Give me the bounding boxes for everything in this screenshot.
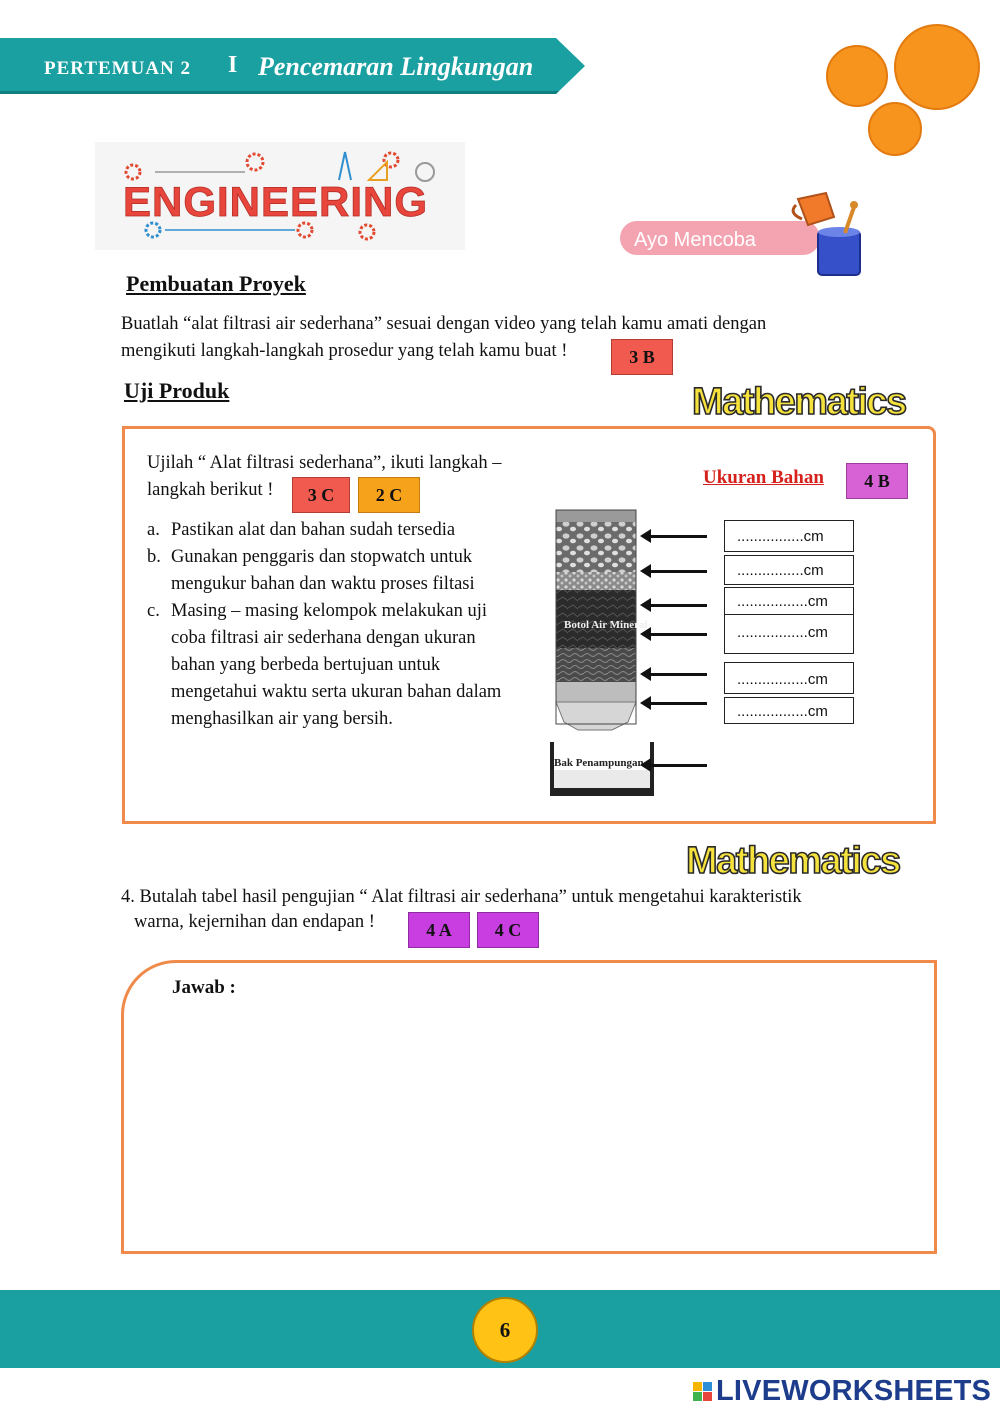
test-intro-line-1: Ujilah “ Alat filtrasi sederhana”, ikuti langkah – [147,453,502,473]
measure-input-4[interactable]: .................cm [724,614,854,654]
step-text: Masing – masing kelompok melakukan uji [171,601,487,621]
code-badge-4c: 4 C [477,912,539,948]
material-size-label: Ukuran Bahan [703,467,824,488]
liveworksheets-brand [693,1375,991,1408]
page-number: 6 [472,1297,538,1363]
engineering-logo-text: ENGINEERING [123,178,429,225]
arrow-layer-3 [649,604,707,607]
question4-line-1: 4. Butalah tabel hasil pengujian “ Alat filtrasi air sederhana” untuk mengetahui karakteristik [121,887,802,907]
project-text-line-2: mengikuti langkah-langkah prosedur yang telah kamu buat ! [121,341,568,361]
step-letter: a. [147,520,160,540]
arrow-layer-1 [649,535,707,538]
mathematics-logo [690,377,918,421]
engineering-logo [95,142,465,250]
ayo-mencoba-text: Ayo Mencoba [634,229,756,251]
arrow-layer-4 [649,633,707,636]
step-a [147,517,537,544]
header-title: Pencemaran Lingkungan [258,52,534,81]
water-filter-illustration [548,508,728,804]
test-intro-line-2: langkah berikut ! [147,480,274,500]
measure-input-5[interactable]: .................cm [724,662,854,694]
step-c [147,598,537,733]
arrow-layer-5 [649,673,707,676]
step-text: Pastikan alat dan bahan sudah tersedia [171,520,456,540]
steps-list [147,517,537,733]
step-text: bahan yang berbeda bertujuan untuk [171,655,441,675]
measure-input-6[interactable]: .................cm [724,697,854,724]
meeting-label: PERTEMUAN 2 [44,58,192,79]
code-badge-2c: 2 C [358,477,420,513]
answer-label: Jawab : [172,977,236,998]
step-letter: c. [147,601,160,621]
ayo-mencoba-badge [620,185,870,280]
arrow-layer-2 [649,570,707,573]
step-text: menghasilkan air yang bersih. [171,709,393,729]
step-letter: b. [147,547,161,567]
header-separator: I [228,52,238,78]
liveworksheets-text: LIVEWORKSHEETS [716,1375,992,1407]
mathematics-logo-text: Mathematics [692,381,906,421]
question4-line-2: warna, kejernihan dan endapan ! [134,912,375,932]
decor-circle-3 [868,102,922,156]
code-badge-4b: 4 B [846,463,908,499]
measure-input-3[interactable]: .................cm [724,587,854,615]
mathematics-logo-text: Mathematics [686,840,900,880]
bottle-label: Botol Air Mineral [564,619,648,631]
code-badge-3b: 3 B [611,339,673,375]
step-text: coba filtrasi air sederhana dengan ukuran [171,628,476,648]
decor-circle-1 [826,45,888,107]
mathematics-logo [684,836,912,880]
step-b [147,544,537,598]
step-text: mengetahui waktu serta ukuran bahan dalam [171,682,502,702]
measure-input-2[interactable]: ................cm [724,555,854,585]
project-text-line-1: Buatlah “alat filtrasi air sederhana” sesuai dengan video yang telah kamu amati dengan [121,314,767,334]
decor-circle-2 [894,24,980,110]
code-badge-4a: 4 A [408,912,470,948]
measure-input-1[interactable]: ................cm [724,520,854,552]
answer-box[interactable] [121,960,937,1254]
step-text: Gunakan penggaris dan stopwatch untuk [171,547,473,567]
project-title: Pembuatan Proyek [126,271,306,296]
code-badge-3c: 3 C [292,477,350,513]
step-text: mengukur bahan dan waktu proses filtasi [171,574,475,594]
liveworksheets-icon [693,1382,712,1401]
arrow-basin [649,764,707,767]
test-title: Uji Produk [124,378,230,403]
arrow-layer-6 [649,702,707,705]
basin-label: Bak Penampungan [554,757,644,769]
